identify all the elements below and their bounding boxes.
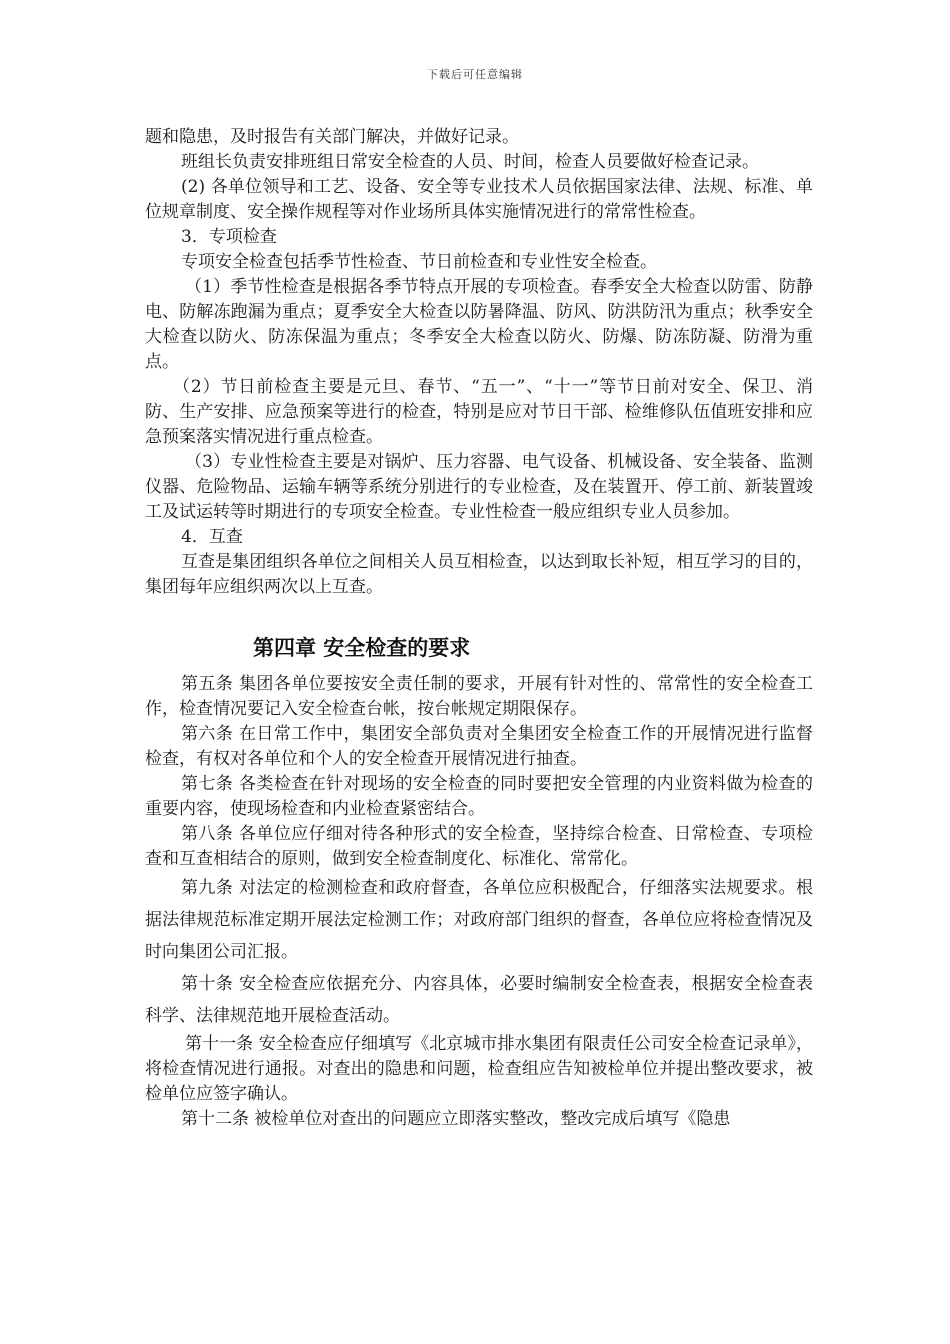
paragraph-1: 题和隐患，及时报告有关部门解决，并做好记录。 (145, 127, 519, 147)
article-10: 第十条 安全检查应依据充分、内容具体，必要时编制安全检查表，根据安全检查表科学、法律规范地开展检查活动。 (145, 974, 813, 1026)
paragraph-5: 专项安全检查包括季节性检查、节日前检查和专业性安全检查。 (181, 252, 657, 272)
section-heading-4: 4．互查 (181, 527, 243, 547)
chapter-title: 第四章 安全检查的要求 (253, 636, 471, 660)
paragraph-3: (2) 各单位领导和工艺、设备、安全等专业技术人员依据国家法律、法规、标准、单位规章制度、安全操作规程等对作业场所具体实施情况进行的常常性检查。 (145, 177, 813, 222)
paragraph-7: （2）节日前检查主要是元旦、春节、“五一”、“十一”等节日前对安全、保卫、消防、生产安排、应急预案等进行的检查，特别是应对节日干部、检维修队伍值班安排和应急预案落实情况进行重点检查。 (145, 377, 813, 447)
article-6: 第六条 在日常工作中，集团安全部负责对全集团安全检查工作的开展情况进行监督检查，有权对各单位和个人的安全检查开展情况进行抽查。 (145, 724, 813, 769)
article-5: 第五条 集团各单位要按安全责任制的要求，开展有针对性的、常常性的安全检查工作，检查情况要记入安全检查台帐，按台帐规定期限保存。 (145, 674, 813, 719)
section-heading-3: 3．专项检查 (181, 227, 277, 247)
paragraph-8: （3）专业性检查主要是对锅炉、压力容器、电气设备、机械设备、安全装备、监测仪器、危险物品、运输车辆等系统分别进行的专业检查，及在装置开、停工前、新装置竣工及试运转等时期进行的专项安全检查。专业性检查一般应组织专业人员参加。 (145, 452, 813, 522)
article-11: 第十一条 安全检查应仔细填写《北京城市排水集团有限责任公司安全检查记录单》，将检查情况进行通报。对查出的隐患和问题，检查组应告知被检单位并提出整改要求，被检单位应签字确认。 (145, 1034, 813, 1104)
paragraph-2: 班组长负责安排班组日常安全检查的人员、时间，检查人员要做好检查记录。 (181, 152, 759, 172)
page-header-note: 下载后可任意编辑 (427, 68, 523, 81)
paragraph-6: （1）季节性检查是根据各季节特点开展的专项检查。春季安全大检查以防雷、防静电、防解冻跑漏为重点；夏季安全大检查以防暑降温、防风、防洪防汛为重点；秋季安全大检查以防火、防冻保温为重点；冬季安全大检查以防火、防爆、防冻防凝、防滑为重点。 (145, 277, 813, 372)
article-12: 第十二条 被检单位对查出的问题应立即落实整改，整改完成后填写《隐患 (181, 1109, 731, 1129)
paragraph-10: 互查是集团组织各单位之间相关人员互相检查，以达到取长补短，相互学习的目的，集团每年应组织两次以上互查。 (145, 552, 813, 597)
article-9: 第九条 对法定的检测检查和政府督查，各单位应积极配合，仔细落实法规要求。根据法律规范标准定期开展法定检测工作；对政府部门组织的督查，各单位应将检查情况及时向集团公司汇报。 (145, 878, 813, 962)
article-7: 第七条 各类检查在针对现场的安全检查的同时要把安全管理的内业资料做为检查的重要内容，使现场检查和内业检查紧密结合。 (145, 774, 813, 819)
document-body (145, 125, 813, 1132)
article-8: 第八条 各单位应仔细对待各种形式的安全检查，坚持综合检查、日常检查、专项检查和互查相结合的原则，做到安全检查制度化、标准化、常常化。 (145, 824, 813, 869)
